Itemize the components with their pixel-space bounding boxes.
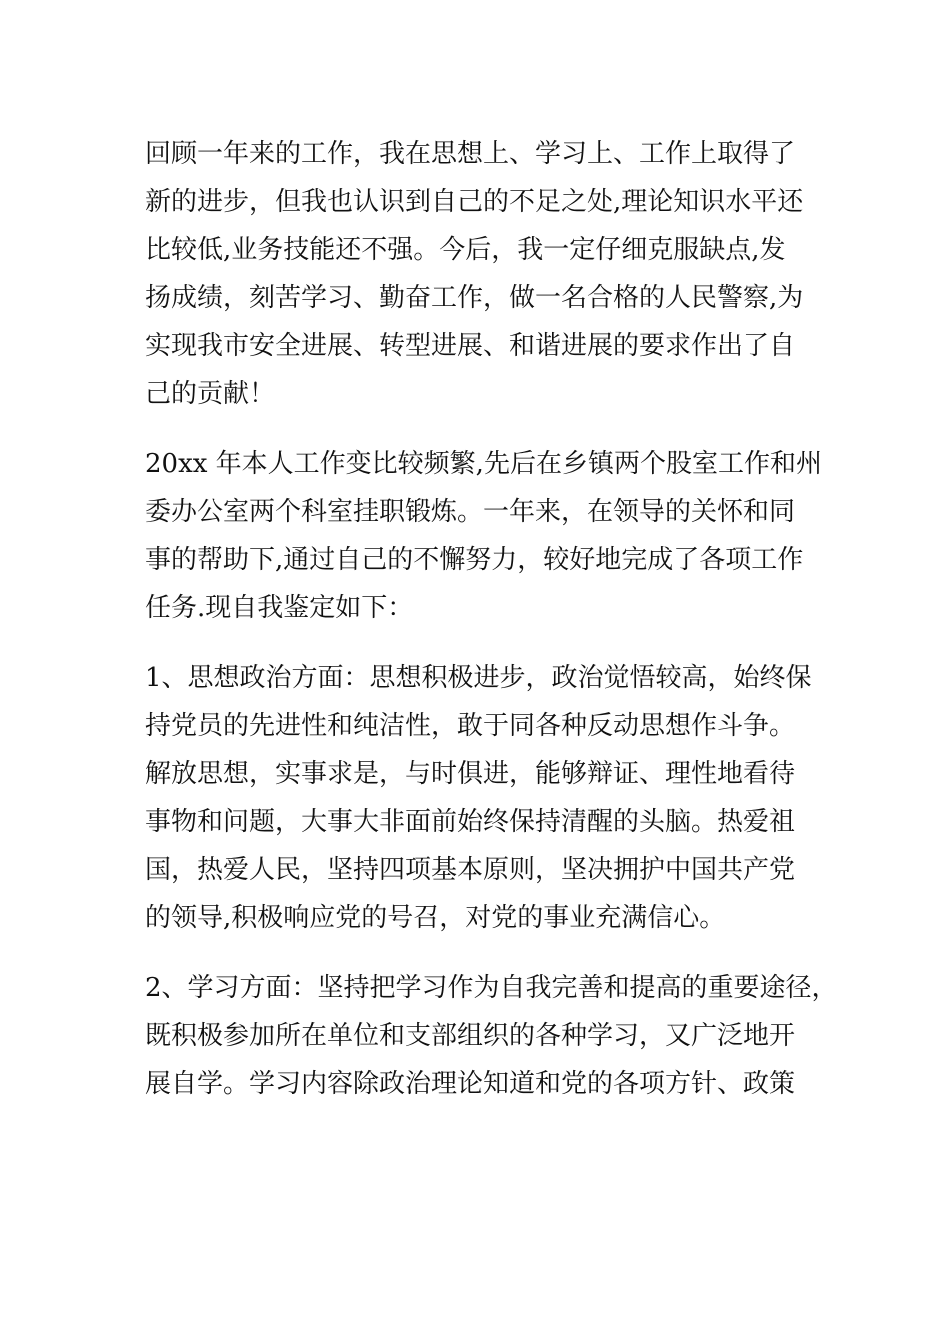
paragraph-politics <box>145 654 815 942</box>
paragraph-intro <box>145 440 822 632</box>
text-line: 展自学。学习内容除政治理论知道和党的各项方针、政策 <box>145 1069 796 1099</box>
text-line: 1、思想政治方面：思想积极进步，政治觉悟较高，始终保 <box>145 663 812 693</box>
text-line: 实现我市安全进展、转型进展、和谐进展的要求作出了自 <box>145 331 796 361</box>
text-line: 己的贡献！ <box>145 379 276 409</box>
paragraph-study <box>145 964 838 1108</box>
text-line: 回顾一年来的工作，我在思想上、学习上、工作上取得了 <box>145 139 796 169</box>
text-line: 2、学习方面：坚持把学习作为自我完善和提高的重要途径， <box>145 973 838 1003</box>
text-line: 持党员的先进性和纯洁性，敢于同各种反动思想作斗争。 <box>145 711 796 741</box>
text-line: 国，热爱人民，坚持四项基本原则，坚决拥护中国共产党 <box>145 855 796 885</box>
text-line: 既积极参加所在单位和支部组织的各种学习，又广泛地开 <box>145 1021 796 1051</box>
text-line: 解放思想，实事求是，与时俱进，能够辩证、理性地看待 <box>145 759 796 789</box>
text-line: 20xx 年本人工作变比较频繁,先后在乡镇两个股室工作和州 <box>145 449 822 479</box>
text-line: 比较低,业务技能还不强。今后，我一定仔细克服缺点,发 <box>145 235 786 265</box>
text-line: 任务.现自我鉴定如下： <box>145 593 414 623</box>
paragraph-review <box>145 130 815 418</box>
document-body <box>145 130 838 1130</box>
text-line: 事物和问题，大事大非面前始终保持清醒的头脑。热爱祖 <box>145 807 796 837</box>
text-line: 事的帮助下,通过自己的不懈努力，较好地完成了各项工作 <box>145 545 804 575</box>
text-line: 扬成绩，刻苦学习、勤奋工作，做一名合格的人民警察,为 <box>145 283 804 313</box>
text-line: 新的进步，但我也认识到自己的不足之处,理论知识水平还 <box>145 187 804 217</box>
text-line: 的领导,积极响应党的号召，对党的事业充满信心。 <box>145 903 726 933</box>
text-line: 委办公室两个科室挂职锻炼。一年来，在领导的关怀和同 <box>145 497 796 527</box>
